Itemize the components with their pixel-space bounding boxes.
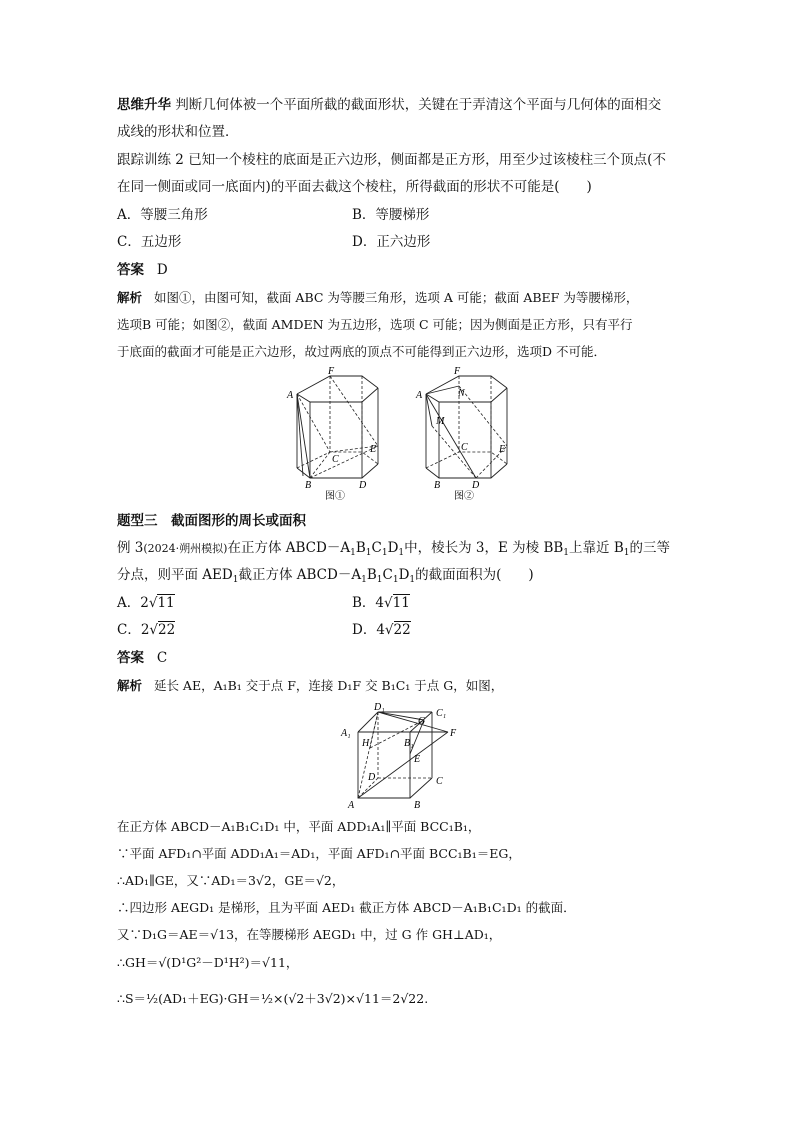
ex3-option-a: A．2√11: [117, 595, 175, 611]
answer-label: 答案: [117, 262, 144, 278]
option-b: B．等腰梯形: [352, 207, 430, 223]
fig2-label-d: D: [472, 480, 480, 491]
fig2-label-m: M: [436, 416, 445, 427]
example3-source: (2024·朔州模拟): [143, 542, 228, 555]
example3-text-1d: 的三等: [629, 540, 670, 556]
figure-1: [285, 366, 395, 501]
fig2-label-e: E: [499, 444, 506, 455]
fig2-label-b: B: [434, 480, 441, 491]
fig1-label-c: C: [332, 454, 339, 465]
practice-analysis-2: 选项B 可能；如图②，截面 AMDEN 为五边形，选项 C 可能；因为侧面是正方形，只有平行: [117, 317, 633, 332]
cube-label-a1: A₁: [341, 728, 351, 739]
option-c: C．五边形: [117, 234, 182, 250]
thinking-label: 思维升华: [117, 97, 171, 113]
fig1-label-b: B: [305, 480, 312, 491]
cube-label-d1: D₁: [374, 702, 385, 713]
practice-line-2: 在同一侧面或同一底面内)的平面去截这个棱柱，所得截面的形状不可能是( ): [117, 179, 592, 195]
fig1-label-f: F: [328, 366, 335, 377]
practice-text-1: 已知一个棱柱的底面是正六边形，侧面都是正方形，用至少过该棱柱三个顶点(不: [188, 152, 666, 168]
cube-label-e: E: [414, 754, 421, 765]
option-d: D．正六边形: [352, 234, 431, 250]
cube-label-b1: B₁: [404, 738, 414, 749]
solution-step-1: 在正方体 ABCD－A₁B₁C₁D₁ 中，平面 ADD₁A₁∥平面 BCC₁B₁，: [117, 819, 481, 834]
solution-step-2: ∵平面 AFD₁∩平面 ADD₁A₁＝AD₁，平面 AFD₁∩平面 BCC₁B₁＝EG，: [117, 846, 521, 861]
solution-step-3: ∴AD₁∥GE，又∵AD₁＝3√2，GE＝√2，: [117, 873, 345, 888]
ex3-option-b: B．4√11: [352, 595, 410, 611]
figure-2: [414, 366, 524, 501]
example3-analysis-1: [117, 677, 503, 695]
practice-line-1: [117, 151, 666, 169]
cube-label-a: A: [348, 800, 355, 811]
cube-label-h: H: [362, 738, 370, 749]
fig2-label-n: N: [458, 388, 465, 399]
ex3-answer-value: C: [156, 650, 168, 666]
fig2-label-c: C: [461, 442, 468, 453]
fig2-label-a: A: [416, 390, 423, 401]
example3-text-1b: 中，棱长为 3，E 为棱 BB: [404, 540, 564, 556]
practice-analysis-3: 于底面的截面才可能是正六边形，故过两底的顶点不可能得到正六边形，选项D 不可能．: [117, 344, 606, 359]
solution-step-6: ∴GH＝√(D¹G²－D¹H²)＝√11，: [117, 955, 299, 970]
option-a: A．等腰三角形: [117, 207, 208, 223]
ex3-analysis-label: 解析: [117, 678, 143, 693]
ex3-answer-label: 答案: [117, 650, 144, 666]
example3-text-1c: 上靠近 B: [569, 540, 624, 556]
cube-label-g: G: [418, 716, 426, 727]
fig2-label-f: F: [454, 366, 461, 377]
practice-answer: [117, 261, 168, 279]
thinking-line-2: 成线的形状和位置．: [117, 124, 239, 140]
analysis-text-1: 如图①，由图可知，截面 ABC 为等腰三角形，选项 A 可能；截面 ABEF 为等腰梯形，: [153, 290, 639, 305]
fig1-label-a: A: [287, 390, 294, 401]
example3-answer: [117, 649, 167, 667]
example3-line-2: 分点，则平面 $AED_1$截正方体 $ABCD-A_1B_1C_1D_1$的截面面积为( ): [117, 567, 534, 585]
cube-label-b: B: [414, 800, 421, 811]
fig2-caption: 图②: [454, 491, 474, 501]
section-title: 题型三 截面图形的周长或面积: [117, 513, 306, 529]
cube-label-c: C: [436, 776, 443, 787]
thinking-line-1: [117, 96, 661, 114]
answer-value: D: [156, 262, 168, 278]
ex3-option-c: C．2√22: [117, 622, 176, 638]
example3-text-2c: 的截面面积为( ): [415, 567, 534, 583]
fig1-label-e: E: [370, 444, 377, 455]
thinking-text-1: 判断几何体被一个平面所截的截面形状，关键在于弄清这个平面与几何体的面相交: [175, 97, 662, 113]
fig1-label-d: D: [359, 480, 367, 491]
ex3-analysis-text: 延长 AE，A₁B₁ 交于点 F，连接 D₁F 交 B₁C₁ 于点 G，如图，: [153, 678, 504, 693]
cube-label-c1: C₁: [436, 708, 447, 719]
example3-text-2b: 截正方体 ABCD－A: [238, 567, 362, 583]
practice-analysis-1: [117, 289, 638, 307]
cube-label-f: F: [450, 728, 457, 739]
example3-text-2a: 分点，则平面 AED: [117, 567, 233, 583]
example3-label: 例 3: [117, 540, 144, 556]
analysis-label: 解析: [117, 290, 143, 305]
solution-step-7: ∴S＝½(AD₁＋EG)·GH＝½×(√2＋3√2)×√11＝2√22.: [117, 991, 429, 1006]
fig1-caption: 图①: [325, 491, 345, 501]
ex3-option-d: D．4√22: [352, 622, 411, 638]
cube-label-d: D: [368, 772, 376, 783]
cube-figure: [338, 700, 468, 812]
example3-line-1: 例 3(2024·朔州模拟)在正方体 $ABCD-A_1B_1C_1D_1$中，棱长为 3，E 为棱 $BB_1$上靠近 $B_1$的三等: [117, 540, 670, 558]
example3-text-1a: 在正方体 ABCD－A: [227, 540, 351, 556]
practice-label: 跟踪训练 2: [117, 152, 184, 168]
solution-step-4: ∴四边形 AEGD₁ 是梯形，且为平面 AED₁ 截正方体 ABCD－A₁B₁C₁D₁ 的截面．: [117, 900, 576, 915]
solution-step-5: 又∵D₁G＝AE＝√13，在等腰梯形 AEGD₁ 中，过 G 作 GH⊥AD₁，: [117, 927, 502, 942]
